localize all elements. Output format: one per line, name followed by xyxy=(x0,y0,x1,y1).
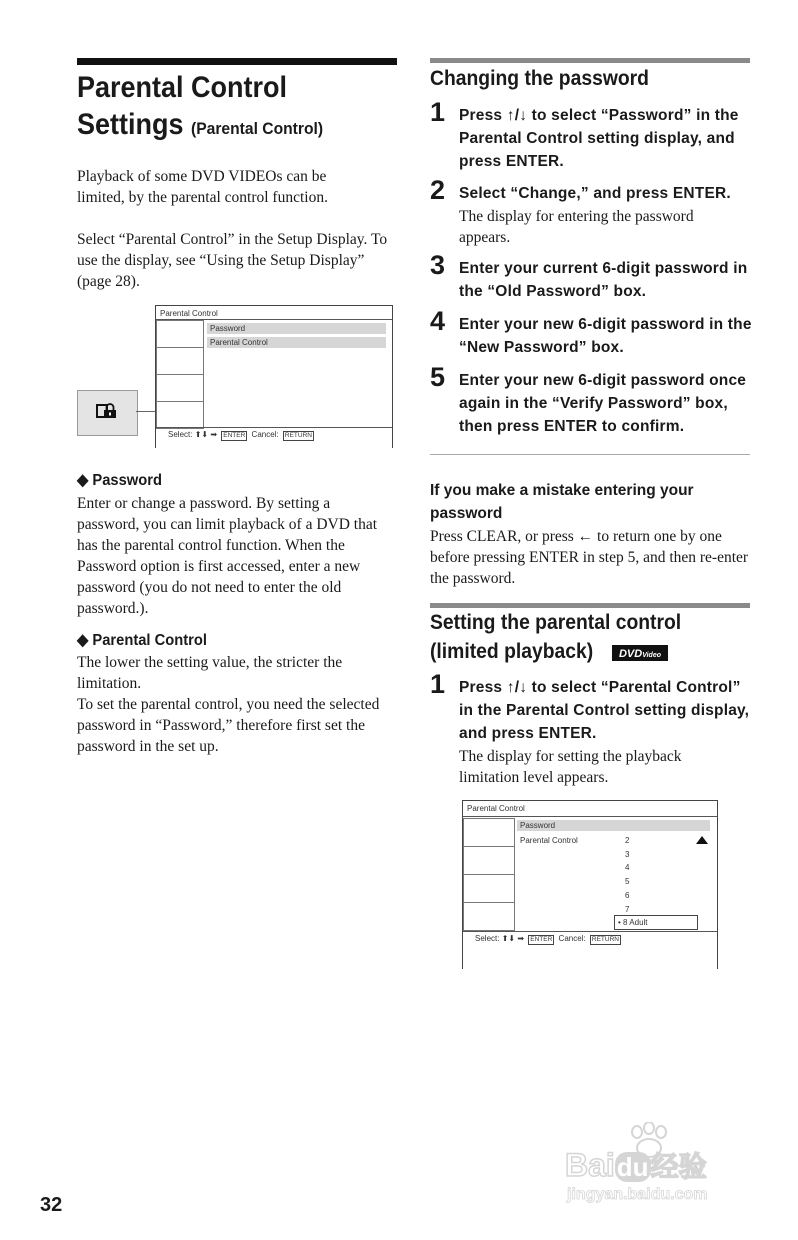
screen2-level-3: 3 xyxy=(625,850,630,859)
setup-screen-2 xyxy=(462,800,718,969)
baidu-watermark xyxy=(565,1122,755,1208)
screen2-level-2: 2 xyxy=(625,836,630,845)
title-rule xyxy=(77,58,397,65)
screen2-tab-1 xyxy=(463,818,515,847)
screen2-selected-level: • 8 Adult xyxy=(614,915,698,930)
mistake-text: Press CLEAR, or press ← to return one by one before pressing ENTER in step 5, and then re-enter the password. xyxy=(430,528,749,587)
section-divider xyxy=(430,454,750,455)
page-title-sub: (Parental Control) xyxy=(191,119,324,138)
step-2-number: 2 xyxy=(430,175,446,205)
screen2-level-7: 7 xyxy=(625,905,630,914)
select-text: Select “Parental Control” in the Setup Display. To use the display, see “Using the Setup Display” (page 28). xyxy=(77,231,388,290)
change-rule xyxy=(430,58,750,63)
parental-lock-icon xyxy=(96,403,118,419)
screen1-tab-2 xyxy=(156,347,204,375)
screen2-footer-select: Select: xyxy=(475,934,500,943)
screen2-level-5: 5 xyxy=(625,877,630,886)
step-4-text: Enter your new 6-digit password in the “New Password” box. xyxy=(459,316,752,356)
parental-text-2: To set the parental control, you need the selected password in “Password,” therefore first set the password in the set up. xyxy=(77,696,380,755)
setup-screen-1 xyxy=(155,305,393,448)
screen2-tab-4 xyxy=(463,902,515,931)
screen2-tab-2 xyxy=(463,846,515,875)
parental-heading: ◆ Parental Control xyxy=(77,632,207,649)
setting-heading-2-row xyxy=(430,637,607,666)
step-1-number: 1 xyxy=(430,97,446,127)
step-4-number: 4 xyxy=(430,306,446,336)
dvd-video-badge: DVDVideo xyxy=(612,645,668,661)
updown-arrows-icon: ⬆⬇ ➡ xyxy=(194,430,218,439)
setting-heading-2: (limited playback) xyxy=(430,640,594,663)
change-heading: Changing the password xyxy=(430,67,649,90)
page-number: 32 xyxy=(40,1194,63,1216)
screen2-item-parental: Parental Control xyxy=(520,836,578,845)
watermark-url: jingyan.baidu.com xyxy=(567,1186,708,1203)
screen1-item-parental: Parental Control xyxy=(207,337,386,348)
password-text: Enter or change a password. By setting a password, you can limit playback of a DVD that has the parental control function. When the Password option is first accessed, enter a new password (you do not need to enter the old password.). xyxy=(77,495,378,617)
screen2-level-4: 4 xyxy=(625,863,630,872)
screen1-item-password: Password xyxy=(207,323,386,334)
parental-text-1: The lower the setting value, the stricter the limitation. xyxy=(77,654,343,692)
screen2-item-password: Password xyxy=(517,820,710,831)
step-2-sub: The display for entering the password appears. xyxy=(459,208,694,246)
screen1-footer-cancel: Cancel: xyxy=(251,430,279,439)
scroll-up-arrow-icon xyxy=(696,836,708,844)
screen2-level-6: 6 xyxy=(625,891,630,900)
screen2-footer xyxy=(475,934,623,945)
page-title-settings: Settings xyxy=(77,108,184,141)
password-heading: ◆ Password xyxy=(77,472,162,489)
screen2-return-key: RETURN xyxy=(591,936,619,943)
screen2-tab-3 xyxy=(463,874,515,903)
step-5-number: 5 xyxy=(430,362,446,392)
screen1-tab-4 xyxy=(156,401,204,429)
screen2-title: Parental Control xyxy=(467,804,525,813)
step-3-text: Enter your current 6-digit password in the “Old Password” box. xyxy=(459,260,748,300)
step-5-text: Enter your new 6-digit password once again in the “Verify Password” box, then press ENTER to confirm. xyxy=(459,372,747,435)
step-3-number: 3 xyxy=(430,250,446,280)
screen1-enter-key: ENTER xyxy=(223,432,246,439)
mistake-heading: If you make a mistake entering your password xyxy=(430,482,694,522)
setting-step-1-text: Press ↑/↓ to select “Parental Control” in the Parental Control setting display, and press ENTER. xyxy=(459,679,750,742)
step-1-text: Press ↑/↓ to select “Password” in the Parental Control setting display, and press ENTER. xyxy=(459,107,739,170)
updown-arrows-icon: ⬆⬇ ➡ xyxy=(501,934,525,943)
page-title-line1: Parental Control xyxy=(77,71,288,104)
screen1-footer xyxy=(168,430,316,441)
screen1-tab-1 xyxy=(156,320,204,348)
screen1-title: Parental Control xyxy=(160,309,218,318)
screen1-return-key: RETURN xyxy=(284,432,312,439)
screen1-tab-3 xyxy=(156,374,204,402)
parental-lock-tab xyxy=(77,390,138,436)
intro-text: Playback of some DVD VIDEOs can be limited, by the parental control function. xyxy=(77,168,328,206)
screen2-enter-key: ENTER xyxy=(530,936,553,943)
screen1-footer-select: Select: xyxy=(168,430,193,439)
screen2-footer-cancel: Cancel: xyxy=(558,934,586,943)
setting-heading-1: Setting the parental control xyxy=(430,611,682,634)
step-2-text: Select “Change,” and press ENTER. xyxy=(459,185,731,202)
watermark-brand: Baidu经验 xyxy=(565,1147,707,1183)
page-title-line2 xyxy=(77,107,335,143)
setting-step-1-number: 1 xyxy=(430,669,446,699)
setting-step-1-sub: The display for setting the playback limitation level appears. xyxy=(459,748,682,786)
selection-marker-icon: • xyxy=(618,918,621,927)
